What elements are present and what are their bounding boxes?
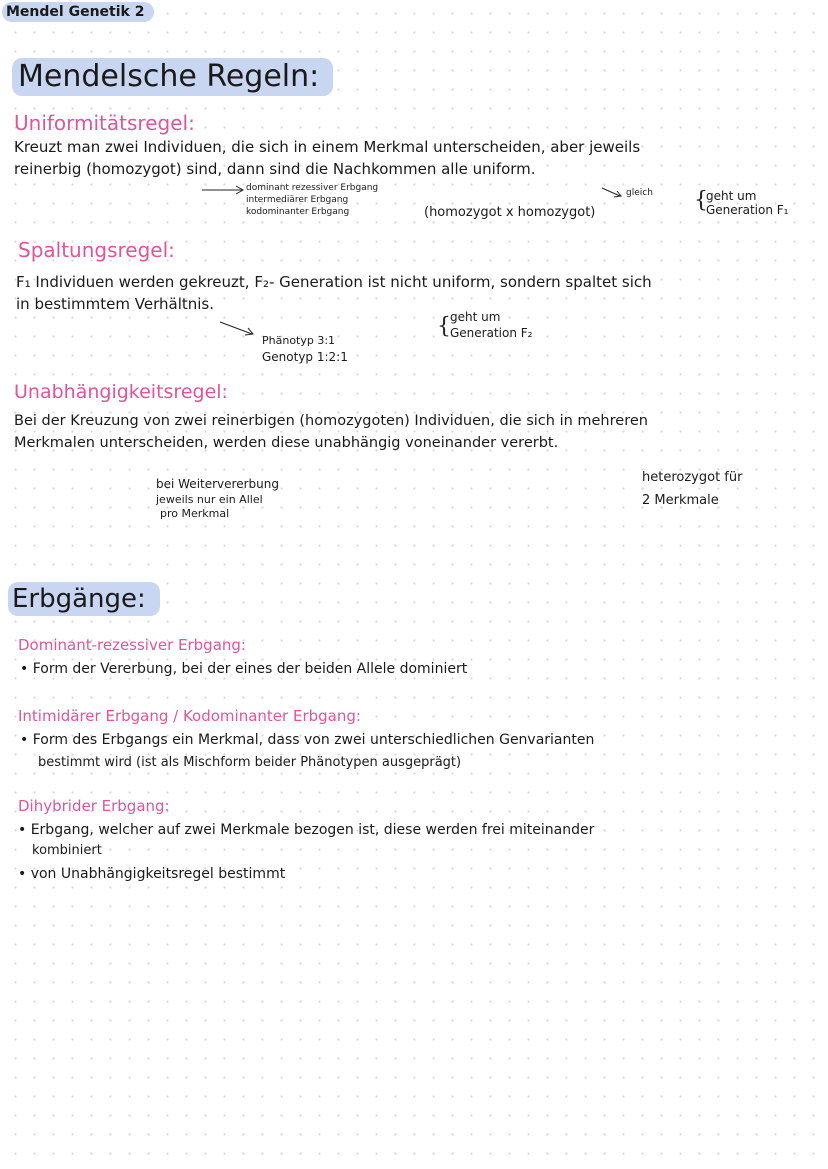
dihybrid-line2: kombiniert	[32, 843, 102, 858]
note-weitervererbung: bei Weitervererbung	[156, 477, 279, 491]
intermed-line2: bestimmt wird (ist als Mischform beider Phänotypen ausgeprägt)	[38, 755, 462, 770]
note-generation: Generation F₁	[706, 203, 789, 217]
dihybrid-heading: Dihybrider Erbgang:	[18, 797, 170, 815]
page-header: Mendel Genetik 2	[2, 2, 154, 22]
note-gleich: gleich	[626, 188, 653, 198]
uniform-line1: Kreuzt man zwei Individuen, die sich in einem Merkmal unterscheiden, aber jeweils	[14, 138, 641, 156]
note-geht-um-2: geht um	[450, 310, 501, 324]
note-geht-um: geht um	[706, 189, 757, 203]
note-dominant: dominant rezessiver Erbgang	[246, 183, 379, 193]
note-generation-2: Generation F₂	[450, 326, 533, 340]
arrow-icon	[218, 320, 258, 340]
spaltung-heading: Spaltungsregel:	[18, 238, 175, 262]
note-heterozygot: heterozygot für	[642, 470, 743, 485]
brace-icon: {	[694, 188, 708, 213]
note-intermediaer: intermediärer Erbgang	[246, 195, 349, 205]
note-kodominant: kodominanter Erbgang	[246, 207, 350, 217]
arrow-icon	[600, 186, 626, 200]
dominant-heading: Dominant-rezessiver Erbgang:	[18, 636, 246, 654]
erbgaenge-title: Erbgänge:	[8, 582, 160, 616]
arrow-icon	[200, 183, 250, 197]
note-genotyp: Genotyp 1:2:1	[262, 350, 348, 364]
intermed-line1: • Form des Erbgangs ein Merkmal, dass von zwei unterschiedlichen Genvarianten	[20, 732, 595, 748]
note-allel: jeweils nur ein Allel	[156, 493, 263, 506]
spaltung-line1: F₁ Individuen werden gekreuzt, F₂- Generation ist nicht uniform, sondern spaltet sich	[16, 273, 652, 291]
unabhaengig-heading: Unabhängigkeitsregel:	[14, 381, 228, 403]
uniform-line2: reinerbig (homozygot) sind, dann sind die Nachkommen alle uniform.	[14, 160, 536, 178]
note-merkmale: 2 Merkmale	[642, 493, 719, 508]
unabhaengig-line2: Merkmalen unterscheiden, werden diese unabhängig voneinander vererbt.	[14, 435, 559, 451]
dominant-text: • Form der Vererbung, bei der eines der beiden Allele dominiert	[20, 661, 468, 677]
dihybrid-line1: • Erbgang, welcher auf zwei Merkmale bezogen ist, diese werden frei miteinander	[18, 822, 595, 838]
dihybrid-line3: • von Unabhängigkeitsregel bestimmt	[18, 866, 286, 882]
uniform-heading: Uniformitätsregel:	[14, 111, 195, 135]
note-phaenotyp: Phänotyp 3:1	[262, 334, 336, 347]
intermed-heading: Intimidärer Erbgang / Kodominanter Erbgang:	[18, 707, 361, 725]
note-cross: (homozygot x homozygot)	[424, 205, 596, 220]
note-merkmal: pro Merkmal	[160, 507, 230, 520]
brace-icon: {	[437, 314, 451, 339]
page-title: Mendelsche Regeln:	[12, 58, 333, 96]
unabhaengig-line1: Bei der Kreuzung von zwei reinerbigen (homozygoten) Individuen, die sich in mehreren	[14, 413, 648, 429]
spaltung-line2: in bestimmtem Verhältnis.	[16, 295, 215, 313]
